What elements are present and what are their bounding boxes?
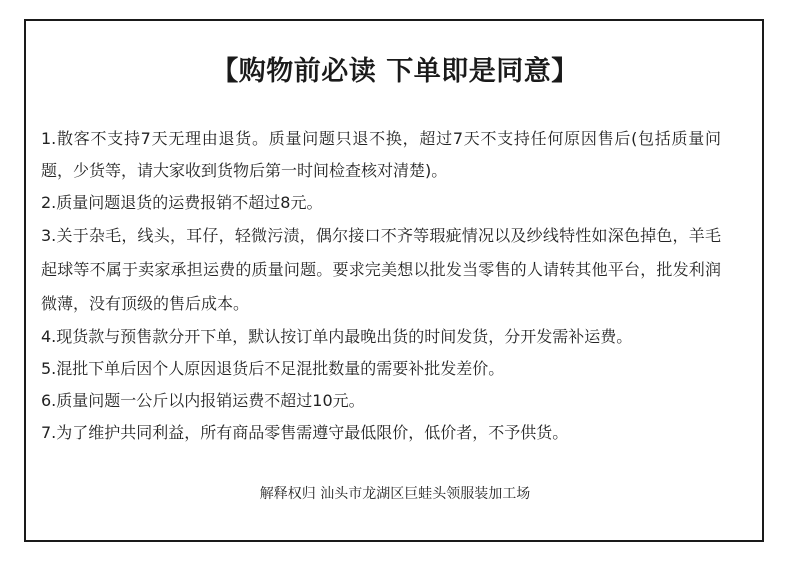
rule-item: 6.质量问题一公斤以内报销运费不超过10元。 <box>41 391 365 410</box>
rule-item: 3.关于杂毛，线头，耳仔，轻微污渍，偶尔接口不齐等瑕疵情况以及纱线特性如深色掉色，羊毛起球等不属于卖家承担运费的质量问题。要求完美想以批发当零售的人请转其他平台，批发利润微薄，没有顶级的售后成本。 <box>41 226 721 313</box>
rule-item: 1.散客不支持7天无理由退货。质量问题只退不换，超过7天不支持任何原因售后(包括质量问题，少货等，请大家收到货物后第一时间检查核对清楚)。 <box>41 129 721 180</box>
rule-item: 7.为了维护共同利益，所有商品零售需遵守最低限价，低价者，不予供货。 <box>41 423 569 442</box>
rule-item: 2.质量问题退货的运费报销不超过8元。 <box>41 193 323 212</box>
footer-attribution: 解释权归 汕头市龙湖区巨蛙头领服装加工场 <box>259 486 531 502</box>
page-title: 【购物前必读 下单即是同意】 <box>211 56 579 87</box>
rules-list <box>41 123 721 449</box>
rule-item: 4.现货款与预售款分开下单，默认按订单内最晚出货的时间发货，分开发需补运费。 <box>41 327 633 346</box>
rule-item: 5.混批下单后因个人原因退货后不足混批数量的需要补批发差价。 <box>41 359 505 378</box>
